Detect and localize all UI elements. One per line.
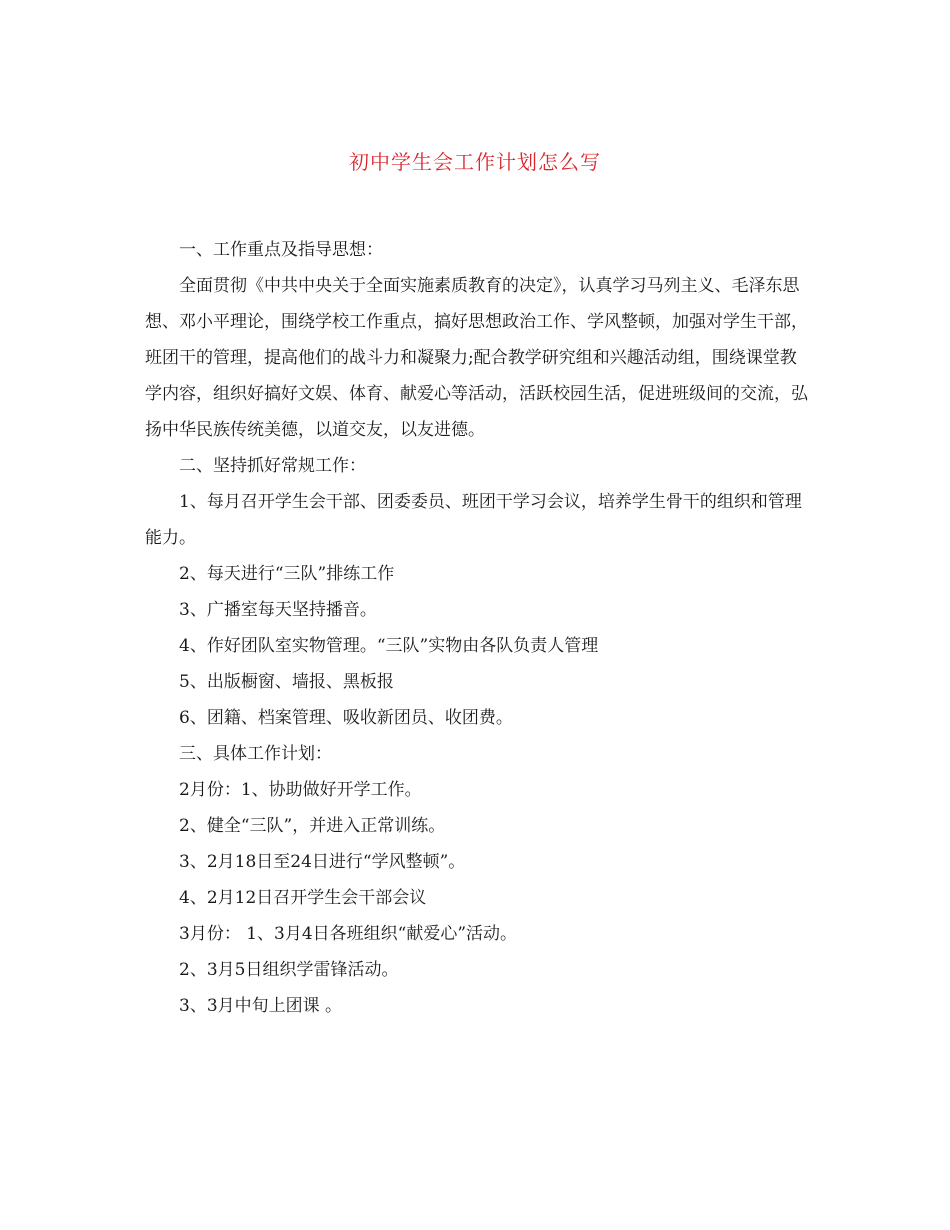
section-heading-2: 二、坚持抓好常规工作： xyxy=(179,456,366,476)
routine-item-2: 2、每天进行“三队”排练工作 xyxy=(179,564,395,584)
plan-item-mar-1: 3月份： 1、3月4日各班组织“献爱心”活动。 xyxy=(179,924,518,944)
guideline-paragraph: 全面贯彻《中共中央关于全面实施素质教育的决定》，认真学习马列主义、毛泽东思想、邓小平理论，围绕学校工作重点，搞好思想政治工作、学风整顿，加强对学生干部，班团干的管理，提高他们的战斗力和凝聚力;配合教学研究组和兴趣活动组，围绕课堂教学内容，组织好搞好文娱、体育、献爱心等活动，活跃校园生活，促进班级间的交流，弘扬中华民族传统美德，以道交友，以友进德。 xyxy=(145,276,808,440)
section-heading-1: 一、工作重点及指导思想： xyxy=(179,240,383,260)
document-body xyxy=(145,232,810,1024)
section-heading-3: 三、具体工作计划： xyxy=(179,744,332,764)
plan-item-mar-2: 2、3月5日组织学雷锋活动。 xyxy=(179,960,399,980)
routine-item-6: 6、团籍、档案管理、吸收新团员、收团费。 xyxy=(179,708,513,728)
document-title: 初中学生会工作计划怎么写 xyxy=(349,150,601,174)
routine-item-3: 3、广播室每天坚持播音。 xyxy=(179,600,377,620)
plan-item-feb-4: 4、2月12日召开学生会干部会议 xyxy=(179,888,427,908)
routine-item-4: 4、作好团队室实物管理。“三队”实物由各队负责人管理 xyxy=(179,636,599,656)
plan-item-feb-2: 2、健全“三队”，并进入正常训练。 xyxy=(179,816,446,836)
routine-item-1: 1、每月召开学生会干部、团委委员、班团干学习会议，培养学生骨干的组织和管理能力。 xyxy=(145,492,802,548)
routine-item-5: 5、出版橱窗、墙报、黑板报 xyxy=(179,672,394,692)
plan-item-mar-3: 3、3月中旬上团课 。 xyxy=(179,996,343,1016)
plan-item-feb-3: 3、2月18日至24日进行“学风整顿”。 xyxy=(179,852,466,872)
plan-item-feb-1: 2月份：1、协助做好开学工作。 xyxy=(179,780,422,800)
